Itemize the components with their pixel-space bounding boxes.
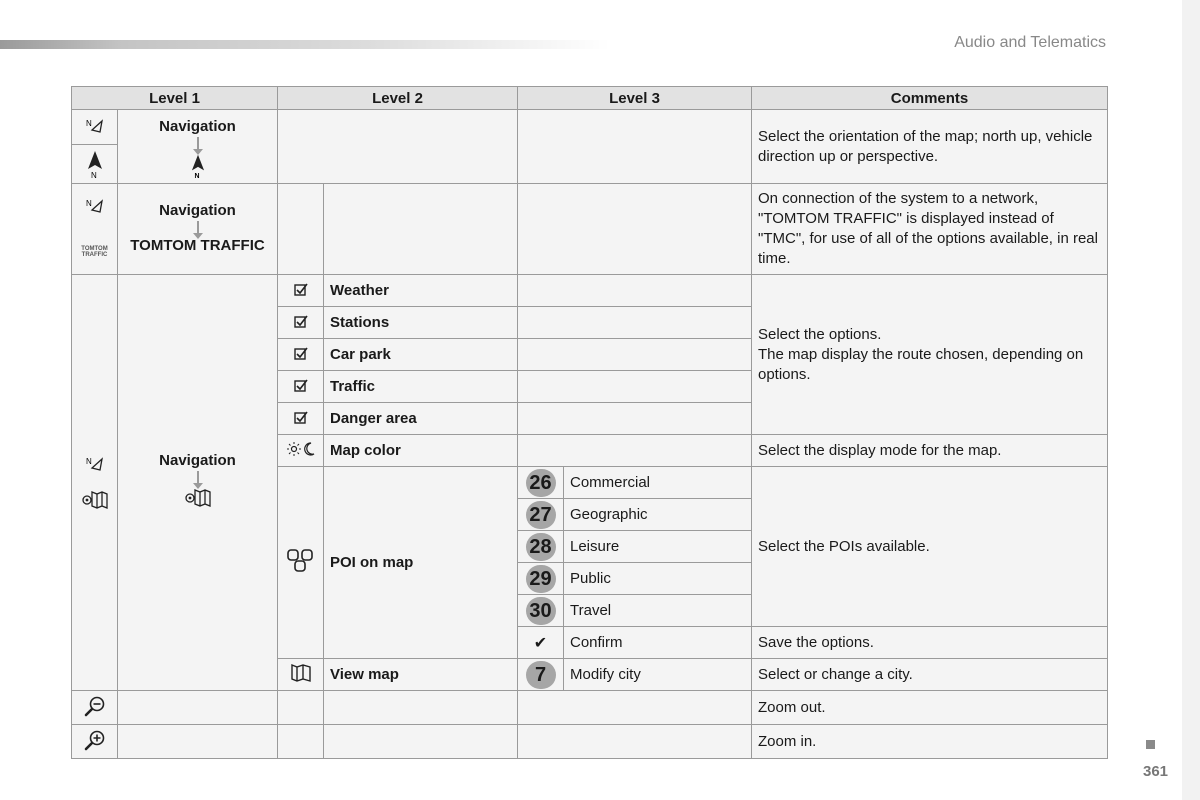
- svg-text:N: N: [90, 171, 97, 179]
- option-poi-on-map[interactable]: POI on map: [324, 467, 518, 659]
- zoom-out-icon-cell[interactable]: [72, 691, 118, 725]
- comment-traffic: On connection of the system to a network, "TOMTOM TRAFFIC" is displayed instead of "TMC", for use of all of the options available, in real time.: [752, 184, 1108, 275]
- navigation-menu-icon: [72, 110, 117, 145]
- tomtom-logo-text: TOMTOM TRAFFIC: [81, 245, 108, 258]
- map-icon: [290, 662, 312, 684]
- table-row-traffic: [72, 184, 1108, 275]
- checkbox-icon-cell[interactable]: [278, 307, 324, 339]
- navigation-menu-table: [71, 86, 1108, 759]
- navigation-label: Navigation: [159, 118, 236, 135]
- comment-zoom-out: Zoom out.: [752, 691, 1108, 725]
- modify-number-badge: 7: [526, 661, 556, 689]
- poi-number-cell: [518, 467, 564, 499]
- confirm-button[interactable]: Confirm: [564, 627, 752, 659]
- level2-empty-cell: [324, 691, 518, 725]
- poi-icon: [286, 548, 316, 574]
- comment-options-line-2: The map display the route chosen, depending on options.: [758, 345, 1084, 383]
- option-weather[interactable]: Weather: [324, 275, 518, 307]
- poi-number-cell: [518, 531, 564, 563]
- level1-empty-cell: [118, 725, 278, 759]
- level1-icons-cell: [72, 184, 118, 275]
- level3-empty-cell: [518, 725, 752, 759]
- map-settings-icon: [81, 489, 109, 511]
- option-map-color[interactable]: Map color: [324, 435, 518, 467]
- poi-number-badge: 27: [526, 501, 556, 529]
- checkbox-icon: [294, 314, 308, 328]
- modify-number-cell: [518, 659, 564, 691]
- option-view-map[interactable]: View map: [324, 659, 518, 691]
- map-settings-icon: [184, 487, 212, 509]
- navigation-label: Navigation: [159, 202, 236, 219]
- header-level-2: Level 2: [278, 87, 518, 110]
- svg-text:N: N: [85, 456, 92, 466]
- checkbox-icon-cell[interactable]: [278, 275, 324, 307]
- svg-text:N: N: [85, 119, 92, 128]
- comment-zoom-in: Zoom in.: [752, 725, 1108, 759]
- table-row-orientation: [72, 110, 1108, 184]
- poi-icon-cell[interactable]: [278, 467, 324, 659]
- poi-leisure[interactable]: Leisure: [564, 531, 752, 563]
- navigation-label: Navigation: [159, 452, 236, 469]
- arrow-down-icon: [197, 471, 199, 485]
- checkbox-icon-cell[interactable]: [278, 403, 324, 435]
- page-number: 361: [1143, 763, 1169, 780]
- option-car-park[interactable]: Car park: [324, 339, 518, 371]
- poi-number-badge: 30: [526, 597, 556, 625]
- level3-empty-cell: [518, 691, 752, 725]
- arrow-down-icon: [197, 137, 199, 151]
- level3-empty-cell: [518, 275, 752, 307]
- level1-icons-cell: [72, 110, 118, 184]
- level1-navigation-cell: [118, 275, 278, 691]
- checkbox-icon: [294, 282, 308, 296]
- comment-orientation: Select the orientation of the map; north up, vehicle direction up or perspective.: [752, 110, 1108, 184]
- poi-number-badge: 29: [526, 565, 556, 593]
- tomtom-traffic-logo-icon: [72, 230, 117, 274]
- comment-modify-city: Select or change a city.: [752, 659, 1108, 691]
- table-row-zoom-out: [72, 691, 1108, 725]
- poi-public[interactable]: Public: [564, 563, 752, 595]
- poi-number-cell: [518, 595, 564, 627]
- modify-city[interactable]: Modify city: [564, 659, 752, 691]
- page-marker: [1146, 740, 1155, 749]
- tomtom-traffic-label: TOMTOM TRAFFIC: [130, 237, 265, 254]
- header-level-3: Level 3: [518, 87, 752, 110]
- level1-empty-cell: [118, 691, 278, 725]
- level3-empty-cell: [518, 110, 752, 184]
- option-danger-area[interactable]: Danger area: [324, 403, 518, 435]
- header-comments: Comments: [752, 87, 1108, 110]
- header-level-1: Level 1: [72, 87, 278, 110]
- table-row-option-weather: [72, 275, 1108, 307]
- zoom-out-icon: [83, 695, 107, 717]
- level1-navigation-cell: [118, 110, 278, 184]
- poi-commercial[interactable]: Commercial: [564, 467, 752, 499]
- checkbox-icon-cell[interactable]: [278, 371, 324, 403]
- level3-empty-cell: [518, 403, 752, 435]
- arrow-down-icon: [197, 221, 199, 235]
- zoom-in-icon-cell[interactable]: [72, 725, 118, 759]
- zoom-in-icon: [83, 729, 107, 751]
- day-night-icon-cell[interactable]: [278, 435, 324, 467]
- poi-number-cell: [518, 499, 564, 531]
- page-edge-strip: [1182, 0, 1200, 800]
- table-row-zoom-in: [72, 725, 1108, 759]
- day-night-icon: [286, 441, 316, 457]
- option-stations[interactable]: Stations: [324, 307, 518, 339]
- poi-geographic[interactable]: Geographic: [564, 499, 752, 531]
- comment-options-line-1: Select the options.: [758, 325, 882, 343]
- north-arrow-icon: [72, 145, 117, 183]
- navigation-menu-icon: [85, 455, 105, 475]
- svg-text:N: N: [85, 199, 92, 208]
- level2-empty-cell: [324, 725, 518, 759]
- comment-options: [752, 275, 1108, 435]
- level3-empty-cell: [518, 339, 752, 371]
- header-gradient-bar: [0, 40, 610, 49]
- level3-empty-cell: [518, 435, 752, 467]
- level2-icon-empty-cell: [278, 691, 324, 725]
- level1-icons-cell: [72, 275, 118, 691]
- view-map-icon-cell[interactable]: [278, 659, 324, 691]
- poi-number-badge: 26: [526, 469, 556, 497]
- checkbox-icon: [294, 346, 308, 360]
- table-header-row: [72, 87, 1108, 110]
- level2-empty-cell: [324, 184, 518, 275]
- level1-traffic-cell: [118, 184, 278, 275]
- option-traffic[interactable]: Traffic: [324, 371, 518, 403]
- level3-empty-cell: [518, 307, 752, 339]
- comment-map-color: Select the display mode for the map.: [752, 435, 1108, 467]
- level2-icon-empty-cell: [278, 725, 324, 759]
- comment-confirm: Save the options.: [752, 627, 1108, 659]
- level2-empty-cell: [278, 110, 518, 184]
- checkbox-icon: [294, 410, 308, 424]
- section-title: Audio and Telematics: [954, 34, 1106, 51]
- north-arrow-icon: [189, 153, 207, 179]
- level3-empty-cell: [518, 184, 752, 275]
- checkbox-icon: [294, 378, 308, 392]
- svg-text:N: N: [194, 173, 200, 179]
- level2-icon-empty-cell: [278, 184, 324, 275]
- checkmark-icon: ✔: [533, 634, 548, 652]
- poi-number-badge: 28: [526, 533, 556, 561]
- navigation-menu-icon: [72, 185, 117, 230]
- level3-empty-cell: [518, 371, 752, 403]
- checkbox-icon-cell[interactable]: [278, 339, 324, 371]
- confirm-icon-cell: [518, 627, 564, 659]
- poi-number-cell: [518, 563, 564, 595]
- comment-poi: Select the POIs available.: [752, 467, 1108, 627]
- poi-travel[interactable]: Travel: [564, 595, 752, 627]
